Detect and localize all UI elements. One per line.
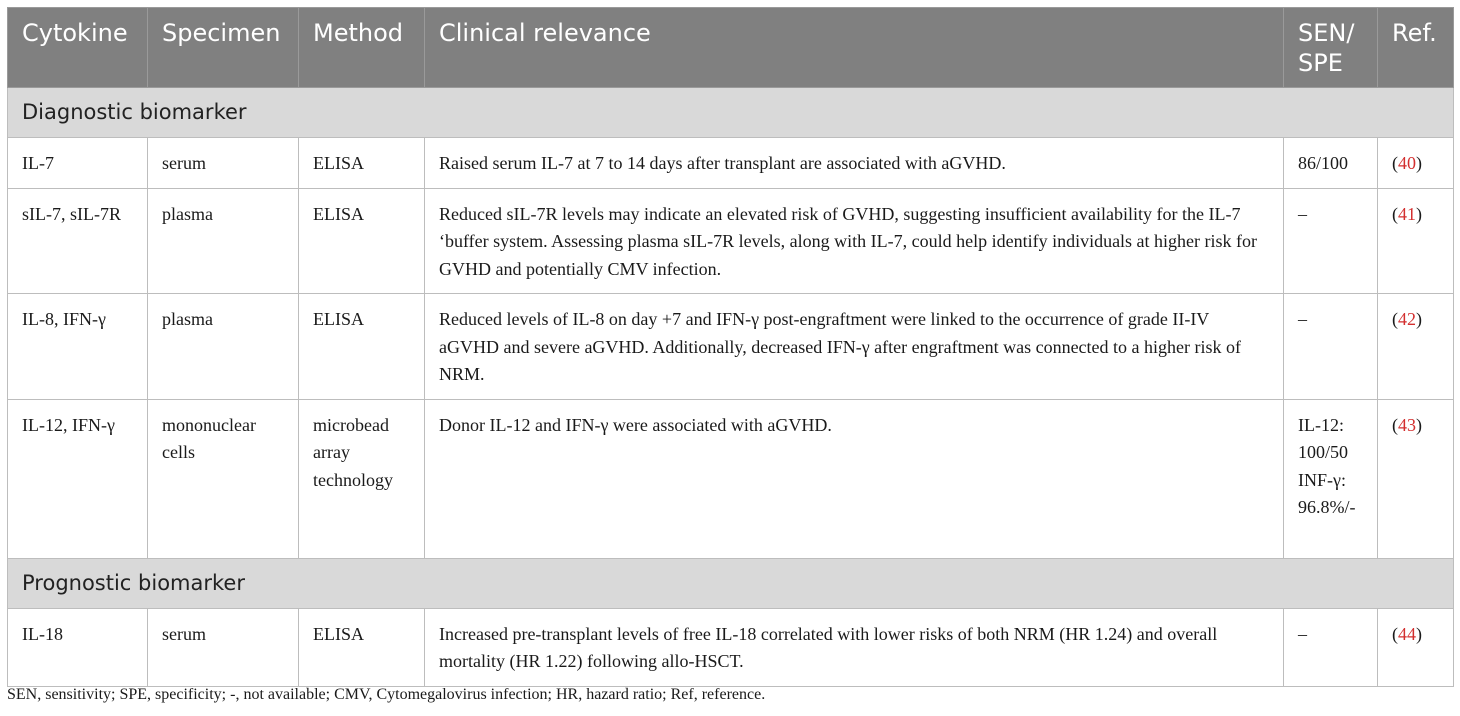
cell-clinical-relevance: Raised serum IL-7 at 7 to 14 days after transplant are associated with aGVHD. (425, 138, 1284, 189)
table-row (8, 608, 1454, 686)
cell-method: ELISA (299, 188, 425, 294)
cell-method: ELISA (299, 294, 425, 400)
cell-ref: (41) (1378, 188, 1454, 294)
header-clinical-relevance: Clinical relevance (425, 8, 1284, 88)
header-cytokine: Cytokine (8, 8, 148, 88)
table-row (8, 188, 1454, 294)
header-method: Method (299, 8, 425, 88)
header-row (8, 8, 1454, 88)
header-specimen: Specimen (148, 8, 299, 88)
cell-specimen: serum (148, 138, 299, 189)
cell-specimen: serum (148, 608, 299, 686)
cell-cytokine: sIL-7, sIL-7R (8, 188, 148, 294)
table-row (8, 294, 1454, 400)
cell-ref: (44) (1378, 608, 1454, 686)
section-title: Diagnostic biomarker (8, 88, 1454, 138)
cytokine-table (7, 7, 1454, 687)
cell-method: ELISA (299, 138, 425, 189)
ref-link[interactable]: 40 (1398, 153, 1416, 173)
cell-cytokine: IL-8, IFN-γ (8, 294, 148, 400)
cell-method: microbead array technology (299, 399, 425, 558)
cell-sen-spe: – (1284, 608, 1378, 686)
cell-ref: (43) (1378, 399, 1454, 558)
cell-clinical-relevance: Donor IL-12 and IFN-γ were associated with aGVHD. (425, 399, 1284, 558)
section-title: Prognostic biomarker (8, 558, 1454, 608)
cell-clinical-relevance: Reduced levels of IL-8 on day +7 and IFN-γ post-engraftment were linked to the occurrence of grade II-IV aGVHD and severe aGVHD. Additionally, decreased IFN-γ after engraftment was connected to a higher risk of NRM. (425, 294, 1284, 400)
table-row (8, 138, 1454, 189)
header-ref: Ref. (1378, 8, 1454, 88)
cell-clinical-relevance: Increased pre-transplant levels of free IL-18 correlated with lower risks of both NRM (HR 1.24) and overall mortality (HR 1.22) following allo-HSCT. (425, 608, 1284, 686)
cell-specimen: plasma (148, 188, 299, 294)
cell-clinical-relevance: Reduced sIL-7R levels may indicate an elevated risk of GVHD, suggesting insufficient availability for the IL-7 ‘buffer system. Assessing plasma sIL-7R levels, along with IL-7, could help identify individuals at higher risk for GVHD and potentially CMV infection. (425, 188, 1284, 294)
cell-sen-spe: IL-12: 100/50 INF-γ: 96.8%/- (1284, 399, 1378, 558)
cell-cytokine: IL-18 (8, 608, 148, 686)
cell-specimen: mononuclear cells (148, 399, 299, 558)
ref-link[interactable]: 41 (1398, 203, 1416, 224)
table-row (8, 399, 1454, 558)
cell-specimen: plasma (148, 294, 299, 400)
cell-cytokine: IL-7 (8, 138, 148, 189)
section-row (8, 88, 1454, 138)
table-footnote: SEN, sensitivity; SPE, specificity; -, not available; CMV, Cytomegalovirus infection; HR, hazard ratio; Ref, reference. (7, 686, 766, 703)
cell-cytokine: IL-12, IFN-γ (8, 399, 148, 558)
cell-sen-spe: – (1284, 188, 1378, 294)
cell-sen-spe: – (1284, 294, 1378, 400)
cell-sen-spe: 86/100 (1284, 138, 1378, 189)
ref-link[interactable]: 42 (1398, 309, 1416, 329)
section-row (8, 558, 1454, 608)
ref-link[interactable]: 43 (1398, 414, 1416, 435)
header-sen-spe: SEN/ SPE (1284, 8, 1378, 88)
cell-ref: (42) (1378, 294, 1454, 400)
cell-method: ELISA (299, 608, 425, 686)
ref-link[interactable]: 44 (1398, 623, 1416, 644)
cell-ref: (40) (1378, 138, 1454, 189)
